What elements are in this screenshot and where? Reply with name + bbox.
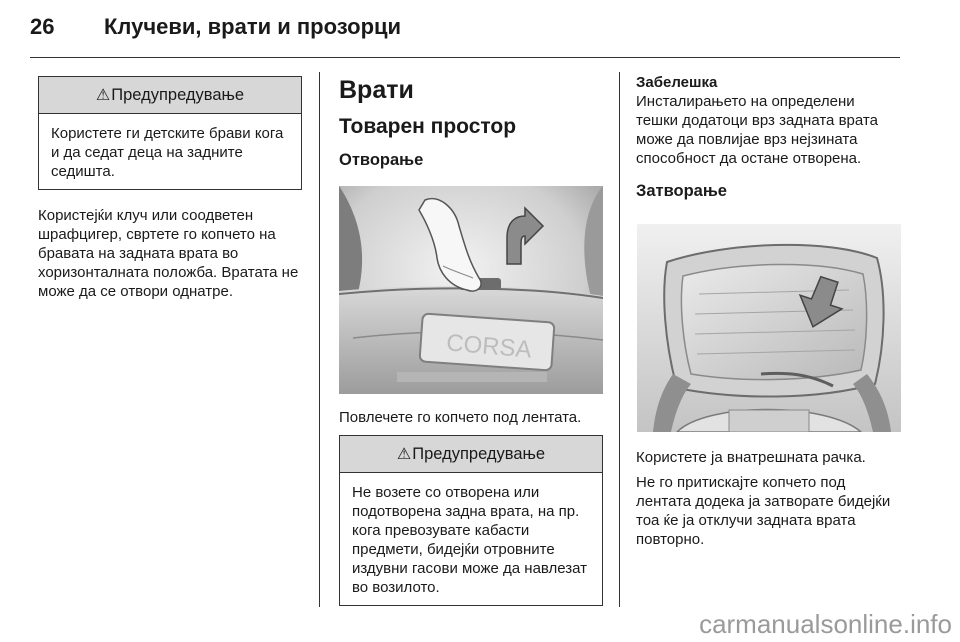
heading-opening: Отворање: [339, 151, 424, 169]
page-header: [30, 14, 401, 40]
note-title: Забелешка: [636, 74, 718, 91]
left-column: [38, 76, 302, 307]
heading-closing: Затворање: [636, 182, 727, 200]
warning-text: Користете ги детските брави кога и да седат деца на задните седишта.: [51, 125, 284, 180]
column-divider-1: [319, 72, 320, 607]
subheading-load-compartment: Товарен простор: [339, 115, 517, 138]
warning-box-child-locks: [38, 76, 302, 190]
right-column: [636, 73, 900, 201]
closing-tailgate-figure: [637, 224, 901, 432]
warning-triangle-icon: ⚠: [95, 87, 111, 104]
warning-header: [39, 77, 301, 114]
warning-heading: Предупредување: [412, 445, 546, 463]
license-plate-text: CORSA: [445, 329, 533, 364]
closing-paragraph-1: Користете ја внатрешната рачка.: [636, 449, 866, 466]
warning-text: Не возете со отворена или подотворена задна врата, на пр. кога превозувате кабасти предмети, бидејќи отровните издувни гасови може да навлезат во возилото.: [352, 484, 588, 596]
warning-triangle-icon: ⚠: [396, 446, 412, 463]
watermark: carmanualsonline.info: [699, 609, 952, 639]
closing-paragraph-2: Не го притискајте копчето под лентата додека ја затворате бидејќи тоа ќе ја отклучи задната врата повторно.: [636, 474, 891, 548]
opening-tailgate-figure: [339, 186, 603, 394]
warning-header: [340, 436, 602, 473]
header-divider: [30, 57, 900, 58]
child-lock-paragraph: Користејќи клуч или соодветен шрафцигер, свртете го копчето на бравата на задната врата во хоризонталната положба. Вратата не може да се отвори однатре.: [38, 207, 299, 300]
figure-caption-opening: Повлечете го копчето под лентата.: [339, 409, 582, 426]
warning-heading: Предупредување: [111, 86, 245, 104]
page-number: 26: [30, 14, 55, 39]
right-column-lower: [636, 448, 900, 555]
column-divider-2: [619, 72, 620, 607]
note-text: Инсталирањето на определени тешки додатоци врз задната врата може да повлијае врз нејзината способност да остане отворена.: [636, 93, 878, 167]
page-title: Клучеви, врати и прозорци: [104, 14, 402, 39]
section-heading-doors: Врати: [339, 76, 414, 104]
middle-column: [339, 76, 603, 170]
middle-column-lower: [339, 408, 603, 606]
warning-box-open-tailgate: [339, 435, 603, 606]
